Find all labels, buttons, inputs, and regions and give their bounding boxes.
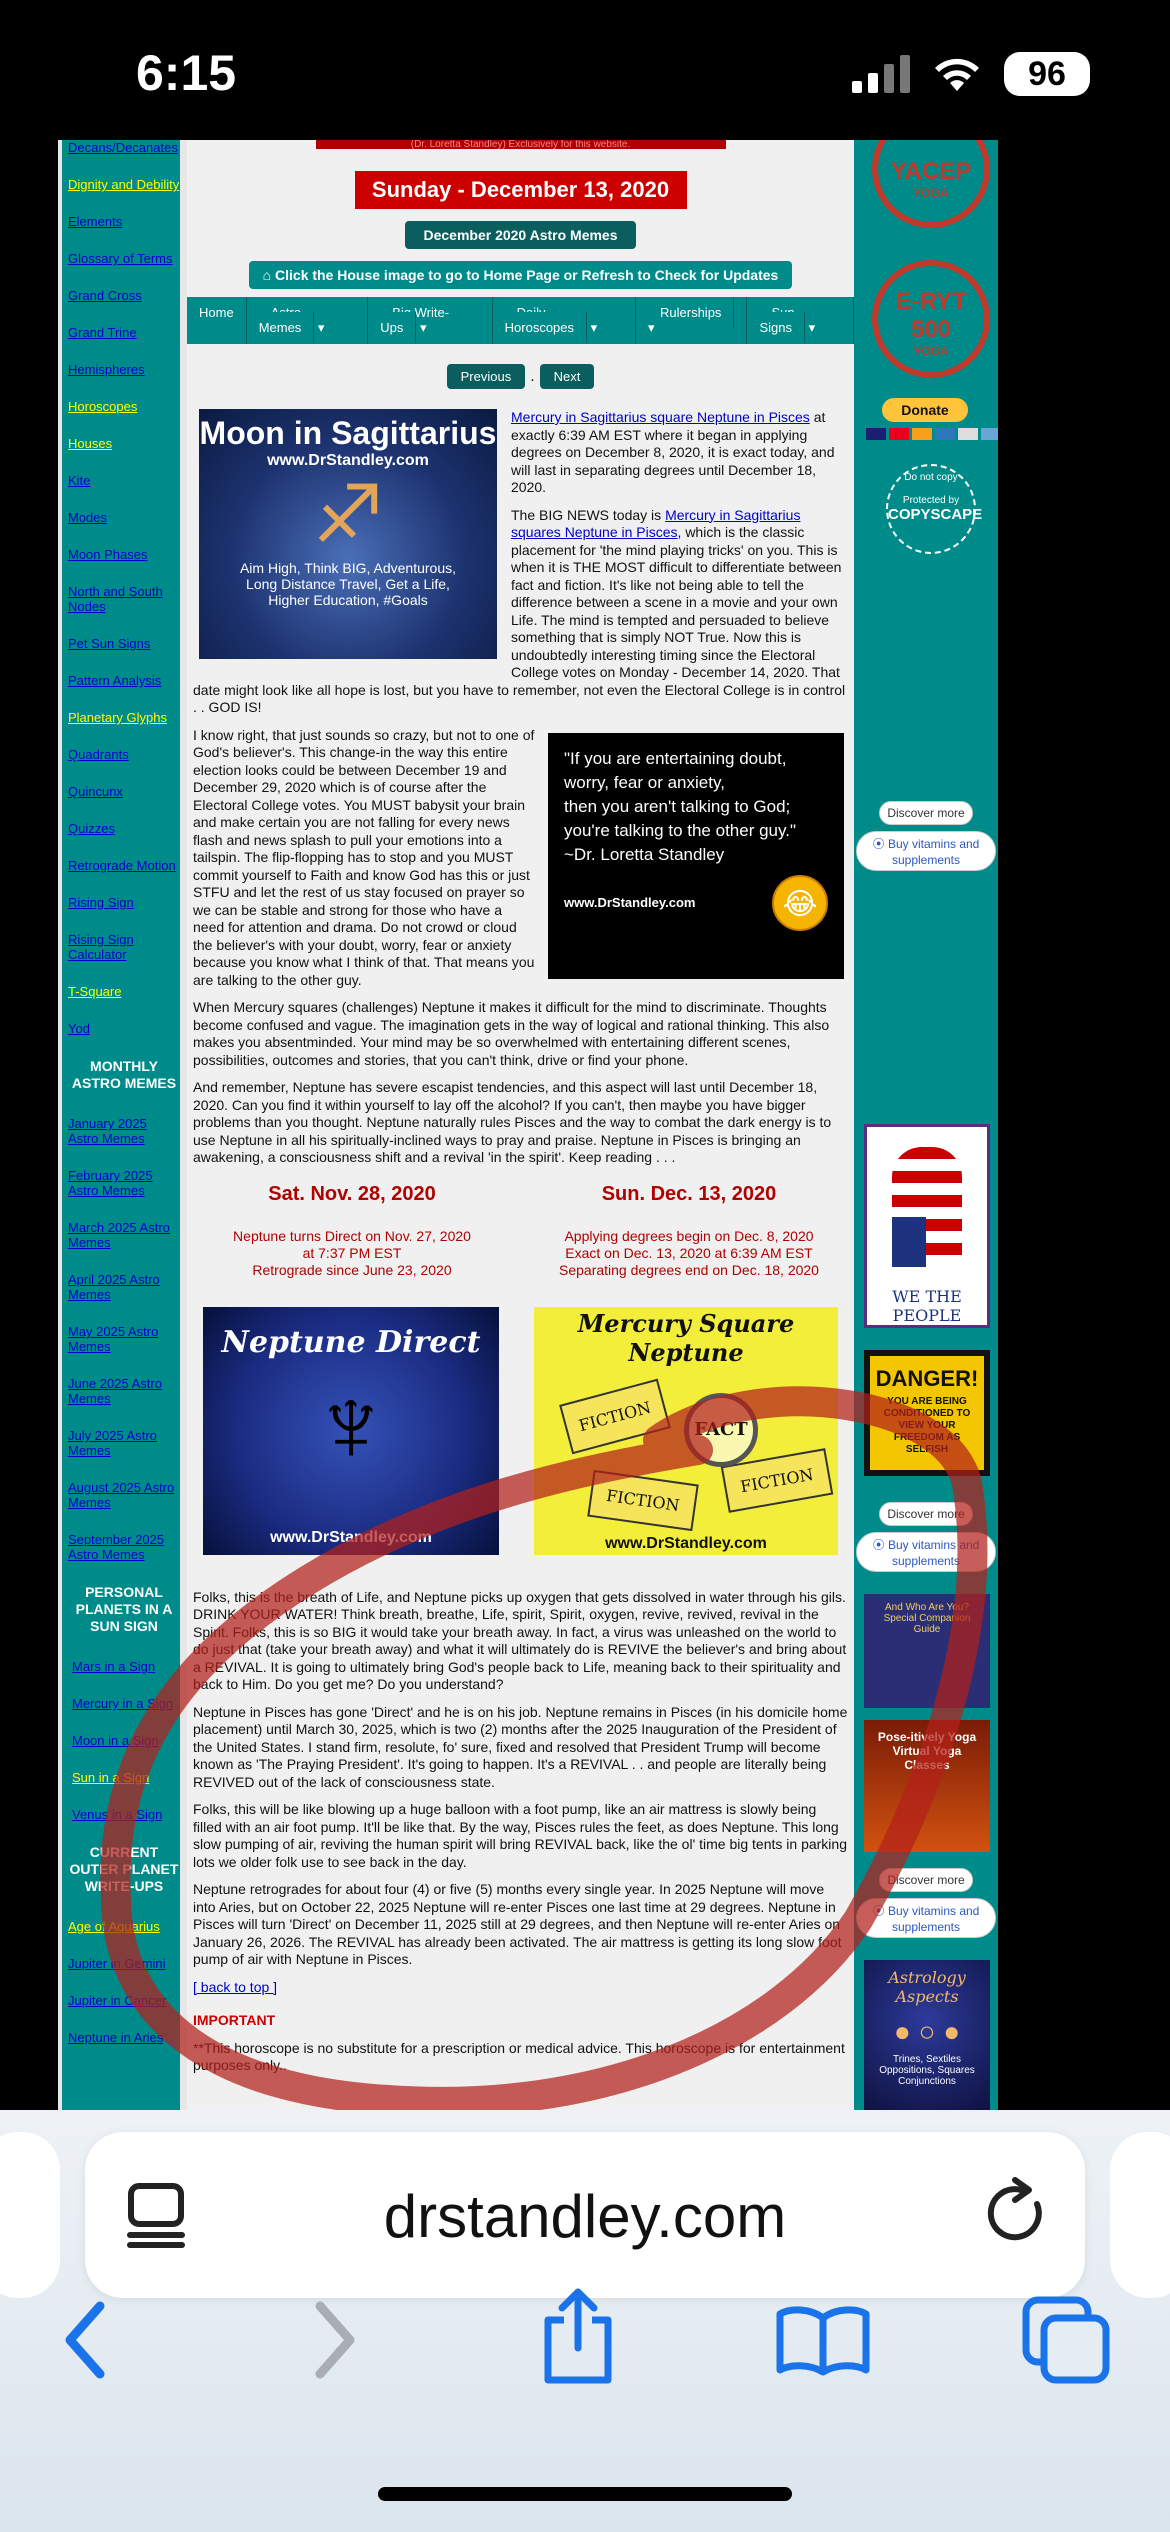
monthly-memes-link[interactable]: April 2025 Astro Memes	[68, 1272, 160, 1302]
personal-planet-link[interactable]: Venus in a Sign	[72, 1807, 163, 1822]
search-icon: ⦿	[872, 837, 888, 851]
mercury-square-neptune-link-1[interactable]: Mercury in Sagittarius square Neptune in Pisces	[511, 409, 810, 425]
article-paragraph-6: Folks, this is the breath of Life, and Neptune picks up oxygen that gets dissolved in water through his gils. DRINK YOUR WATER! Think breath, breathe, Life, spirit, Spirit, oxygen, revive, revived, revival in the Spirit. Folks, this is so BIG it would take your breath away. In fact, a virus was unleashed on the world to do just that (take your breath away) and what it will ultimately do is REVIVE the believer's and bring about a REVIVAL. It is going to ultimately bring God's people back to Life, meaning back to their spirituality and back to Him. Do you get me? Do you understand?	[193, 1588, 847, 1692]
status-time: 6:15	[136, 45, 237, 101]
sidebar-link[interactable]: North and South Nodes	[68, 584, 163, 614]
sidebar-link[interactable]: Quadrants	[68, 747, 129, 762]
sidebar-link[interactable]: Rising Sign	[68, 895, 134, 910]
pager-separator: .	[530, 368, 535, 385]
next-button[interactable]: Next	[540, 364, 595, 389]
mercury-square-date: Sun. Dec. 13, 2020	[601, 1182, 777, 1205]
laughing-emoji-icon: 😂	[772, 875, 828, 931]
house-icon: ⌂	[262, 267, 276, 283]
sidebar-link[interactable]: Pet Sun Signs	[68, 636, 151, 651]
article-paragraph-5: And remember, Neptune has severe escapist tendencies, and this aspect will last until December 18, 2020. Can you find it within yourself to lay off the alcohol? If you can't, then maybe you have bigger problems than you thought. Neptune naturally rules Pisces and the way to combat the dark energy is to use Neptune in all his spiritually-inclined ways to pray and praise. Neptune in Pisces is bringing an awakening, a consciousness shift and a revival 'in the spirit'. Keep reading . . .	[193, 1079, 832, 1165]
monthly-heading: MONTHLY ASTRO MEMES	[71, 1058, 177, 1091]
personal-planet-link[interactable]: Sun in a Sign	[72, 1770, 150, 1785]
article-paragraph-7: Neptune in Pisces has gone 'Direct' and he is on his job. Neptune remains in Pisces (in his domicile home placement) until March 30, 2025, which is two (2) months after the 2025 Inauguration of the President of the United States. I stand firm, resolute, fo' sure, fixed and resolved that President Trump will become known as 'The Praying President'. It's going to happen. It's a REVIVAL . . and people are literally being REVIVED out of the lack of consciousness state.	[193, 1703, 848, 1790]
yacep-badge[interactable]: YACEP YOGA	[872, 140, 990, 228]
sidebar-link[interactable]: Grand Trine	[68, 325, 137, 340]
copyscape-badge[interactable]: Do not copy Protected by COPYSCAPE	[886, 464, 976, 554]
nav-home[interactable]: Home	[187, 297, 247, 344]
cellular-signal-icon	[852, 55, 910, 93]
sidebar-link[interactable]: Grand Cross	[68, 288, 142, 303]
fiction-card-3: FICTION	[721, 1448, 833, 1513]
neptune-direct-image: Neptune Direct ♆ www.DrStandley.com	[203, 1307, 499, 1555]
vitamins-button-2[interactable]: ⦿ Buy vitamins and supplements	[856, 1532, 996, 1572]
sidebar-link[interactable]: Elements	[68, 214, 123, 229]
moon-caption-1: Aim High, Think BIG, Adventurous,	[239, 560, 457, 576]
donate-button[interactable]: Donate	[882, 398, 968, 422]
sidebar-link[interactable]: Modes	[68, 510, 108, 525]
personal-planets-heading: PERSONAL PLANETS IN A SUN SIGN	[75, 1584, 173, 1634]
date-sections: Sat. Nov. 28, 2020 Neptune turns Direct on Nov. 27, 2020 at 7:37 PM EST Retrograde since June 23, 2020 Sun. Dec. 13, 2020 Applying degrees begin on Dec. 8, 2020 Exact on Dec. 13, 2020 at 6:39 AM EST Separating degrees end on Dec. 18, 2020	[187, 1183, 854, 1279]
danger-ad[interactable]: DANGER! YOU ARE BEING CONDITIONED TO VIEW YOUR FREEDOM AS SELFISH	[864, 1350, 990, 1476]
article-paragraph-8: Folks, this will be like blowing up a huge balloon with a foot pump, like an air mattress is slowly being filled with an air foot pump. It'll be like that. By the way, Pisces rules the feet, as does Neptune. This long slow pumping of air, reviving the human spirit will bring REVIVAL back, like the ol' time big tents in parking lots we older folk use to see back in the day.	[193, 1801, 847, 1870]
search-icon: ⦿	[872, 1538, 888, 1552]
back-to-top-link[interactable]: [ back to top ]	[193, 1978, 278, 1995]
article-paragraph-3: I know right, that just sounds so crazy, but not to one of God's believer's. This change-in the way this entire election looks could be between December 19 and December 29, 2020 which is of course after the Electoral College votes. You MUST babysit your brain and make certain you are not falling for every news flash and news splash to pull your emotions into a tailspin. The flip-flopping has to stop and you MUST commit yourself to Faith and know God has this or just STFU and let the rest of us stay focused on prayer so we can be stable and strong for those who have a need for attention and drama. Do not crowd or cloud the believer's with your doubt, worry, fear or anxiety because you know what I think of that. That means you are talking to the other guy.	[193, 726, 535, 988]
web-page	[58, 140, 998, 2110]
monthly-memes-link[interactable]: July 2025 Astro Memes	[68, 1428, 157, 1458]
nav-astro-memes[interactable]: Astro Memes ▾	[247, 297, 369, 344]
outer-planet-heading: CURRENT OUTER PLANET WRITE-UPS	[69, 1844, 179, 1894]
page-date-title: Sunday - December 13, 2020	[355, 171, 687, 209]
nav-sun-signs[interactable]: Sun Signs ▾	[747, 297, 854, 344]
vitamins-button-1[interactable]: ⦿ Buy vitamins and supplements	[856, 831, 996, 871]
monthly-memes-link[interactable]: January 2025 Astro Memes	[68, 1116, 147, 1146]
nav-daily-horoscopes[interactable]: Daily Horoscopes ▾	[493, 297, 636, 344]
outer-planet-link[interactable]: Jupiter in Cancer	[68, 1993, 167, 2008]
sidebar-link[interactable]: Retrograde Motion	[68, 858, 176, 873]
personal-planet-link[interactable]: Moon in a Sign	[72, 1733, 159, 1748]
right-tab-peek	[1110, 2132, 1170, 2298]
reload-icon[interactable]	[985, 2176, 1051, 2248]
magnifier-fact: FACT	[684, 1393, 758, 1467]
sidebar-link[interactable]: Glossary of Terms	[68, 251, 173, 266]
sidebar-link[interactable]: Yod	[68, 1021, 90, 1036]
monthly-memes-link[interactable]: May 2025 Astro Memes	[68, 1324, 159, 1354]
important-label: IMPORTANT	[193, 2012, 276, 2028]
sidebar-link[interactable]: Pattern Analysis	[68, 673, 162, 688]
moon-image-title: Moon in Sagittarius	[199, 415, 497, 451]
back-arrow-icon[interactable]	[60, 2300, 110, 2380]
sidebar-link[interactable]: Houses	[68, 436, 113, 451]
quote-image: "If you are entertaining doubt, worry, fear or anxiety, then you aren't talking to God; you're talking to the other guy." ~Dr. Loretta Standley www.DrStandley.com 😂	[548, 733, 844, 979]
sidebar-link[interactable]: Horoscopes	[68, 399, 138, 414]
battery-icon: 96	[1004, 52, 1090, 96]
planets-icon: ● ○ ●	[893, 2016, 961, 2047]
article-paragraph-2: The BIG NEWS today is Mercury in Sagittarius squares Neptune in Pisces, which is the classic placement for 'the mind playing tricks' on you. This is when it is THE MOST difficult to differentiate between fact and fiction. It's like not being able to tell the difference between a scene in a movie and your own Life. The mind is tempted and persuaded to believe something that is simply NOT True. Now this is undoubtedly interesting timing since the Electoral College votes on Monday - December 14, 2020. That date might look like all hope is lost, but you have to remember, not even the Electoral College is in control . . GOD IS!	[193, 506, 846, 715]
vitamins-button-3[interactable]: ⦿ Buy vitamins and supplements	[856, 1898, 996, 1938]
monthly-memes-link[interactable]: August 2025 Astro Memes	[68, 1480, 175, 1510]
moon-image-site: www.DrStandley.com	[267, 452, 429, 469]
article-paragraph-1: Mercury in Sagittarius square Neptune in Pisces at exactly 6:39 AM EST where it began in applying degrees on December 8, 2020, it is exact today, and will last in separating degrees until December 18, 2020.	[511, 409, 835, 495]
astro-memes-button[interactable]: December 2020 Astro Memes	[405, 221, 635, 249]
neptune-direct-date: Sat. Nov. 28, 2020	[268, 1182, 436, 1205]
moon-caption-2: Long Distance Travel, Get a Life,	[246, 576, 450, 592]
outer-planet-link[interactable]: Age of Aquarius	[68, 1919, 160, 1934]
yoga-classes-ad[interactable]: Pose-itively Yoga Virtual Yoga Classes	[864, 1720, 990, 1852]
eryt-badge[interactable]: E-RYT 500 YOGA	[872, 260, 990, 378]
book-ad[interactable]: And Who Are You? Special Companion Guide	[864, 1594, 990, 1708]
sidebar-link[interactable]: Planetary Glyphs	[68, 710, 167, 725]
sidebar-link[interactable]: T-Square	[68, 984, 122, 999]
fiction-card-2: FICTION	[587, 1469, 698, 1530]
article-paragraph-9: Neptune retrogrades for about four (4) or five (5) months every single year. In 2025 Neptune will move into Aries, but on October 22, 2025 Neptune will re-enter Pisces one last time at 29 degrees. Neptune in Pisces will turn 'Direct' on December 11, 2025 still at 29 degrees, and then Neptune will re-enter Aries on January 26, 2026. The REVIVAL has already been activated. The air mattress is getting its long slow foot pump of air with Neptune in Pisces.	[193, 1881, 842, 1967]
sidebar-link[interactable]: Rising Sign Calculator	[68, 932, 134, 962]
trident-icon: ♆	[309, 1362, 393, 1486]
sidebar-link[interactable]: Hemispheres	[68, 362, 145, 377]
we-the-people-ad[interactable]: WE THE PEOPLE	[864, 1124, 990, 1328]
home-banner-label: Click the House image to go to Home Page or Refresh to Check for Updates	[275, 267, 779, 283]
red-circle-annotation	[58, 140, 998, 2110]
discover-more-button-3[interactable]: Discover more	[879, 1868, 973, 1892]
discover-more-button-2[interactable]: Discover more	[879, 1502, 973, 1526]
status-icons	[852, 52, 1090, 96]
discover-more-button-1[interactable]: Discover more	[879, 801, 973, 825]
mercury-square-neptune-image: Mercury Square Neptune FICTION FICTION FICTION FACT www.DrStandley.com	[534, 1307, 838, 1555]
sidebar-link[interactable]: Quincunx	[68, 784, 123, 799]
wifi-icon	[932, 55, 982, 93]
disclaimer-text: **This horoscope is no substitute for a prescription or medical advice. This horoscope is for entertainment purposes only..	[193, 2039, 845, 2073]
sidebar-link[interactable]: Decans/Decanates	[68, 140, 178, 155]
address-bar[interactable]	[85, 2132, 1085, 2298]
archer-icon: ♐	[312, 470, 384, 559]
left-tab-peek	[0, 2132, 60, 2298]
url-text[interactable]: drstandley.com	[383, 2183, 787, 2250]
share-icon[interactable]	[540, 2286, 616, 2386]
tabs-icon[interactable]	[1022, 2296, 1112, 2386]
top-strip: (Dr. Loretta Standley) Exclusively for this website.	[316, 140, 726, 149]
sidebar-link[interactable]: Dignity and Debility	[68, 177, 180, 192]
safari-toolbar	[0, 2110, 1170, 2532]
bookmarks-icon[interactable]	[776, 2306, 870, 2376]
personal-planet-link[interactable]: Mars in a Sign	[72, 1659, 156, 1674]
forward-arrow-icon[interactable]	[310, 2300, 360, 2380]
status-bar	[0, 0, 1170, 140]
monthly-memes-link[interactable]: September 2025 Astro Memes	[68, 1532, 165, 1562]
monthly-memes-link[interactable]: February 2025 Astro Memes	[68, 1168, 153, 1198]
sidebar-link[interactable]: Moon Phases	[68, 547, 148, 562]
sidebar-link[interactable]: Kite	[68, 473, 91, 488]
monthly-memes-link[interactable]: March 2025 Astro Memes	[68, 1220, 170, 1250]
article-paragraph-4: When Mercury squares (challenges) Neptune it makes it difficult for the mind to discriminate. Thoughts become confused and vague. The imagination gets in the way of logical and rational thinking. This also makes you absentminded. Your mind may be so overwhelmed with entertaining different scenes, possibilities, outcomes and stories, that you can't think, drive or find your phone.	[193, 999, 830, 1068]
home-indicator	[378, 2487, 792, 2501]
outer-planet-link[interactable]: Neptune in Aries	[68, 2030, 164, 2045]
moon-caption-3: Higher Education, #Goals	[268, 592, 428, 608]
nav-rulerships[interactable]: Rulerships ▾	[636, 297, 747, 344]
monthly-memes-link[interactable]: June 2025 Astro Memes	[68, 1376, 162, 1406]
sidebar-link[interactable]: Quizzes	[68, 821, 115, 836]
nav-big-write-ups[interactable]: Big Write-Ups ▾	[368, 297, 492, 344]
fiction-card-1: FICTION	[559, 1378, 671, 1454]
mercury-square-neptune-link-2[interactable]: Mercury in Sagittarius squares Neptune in Pisces	[511, 506, 801, 540]
astrology-aspects-ad[interactable]: Astrology Aspects ● ○ ● Trines, Sextiles Oppositions, Squares Conjunctions	[864, 1960, 990, 2110]
search-icon: ⦿	[872, 1904, 888, 1918]
outer-planet-link[interactable]: Jupiter in Gemini	[68, 1956, 166, 1971]
previous-button[interactable]: Previous	[447, 364, 526, 389]
personal-planet-link[interactable]: Mercury in a Sign	[72, 1696, 174, 1711]
